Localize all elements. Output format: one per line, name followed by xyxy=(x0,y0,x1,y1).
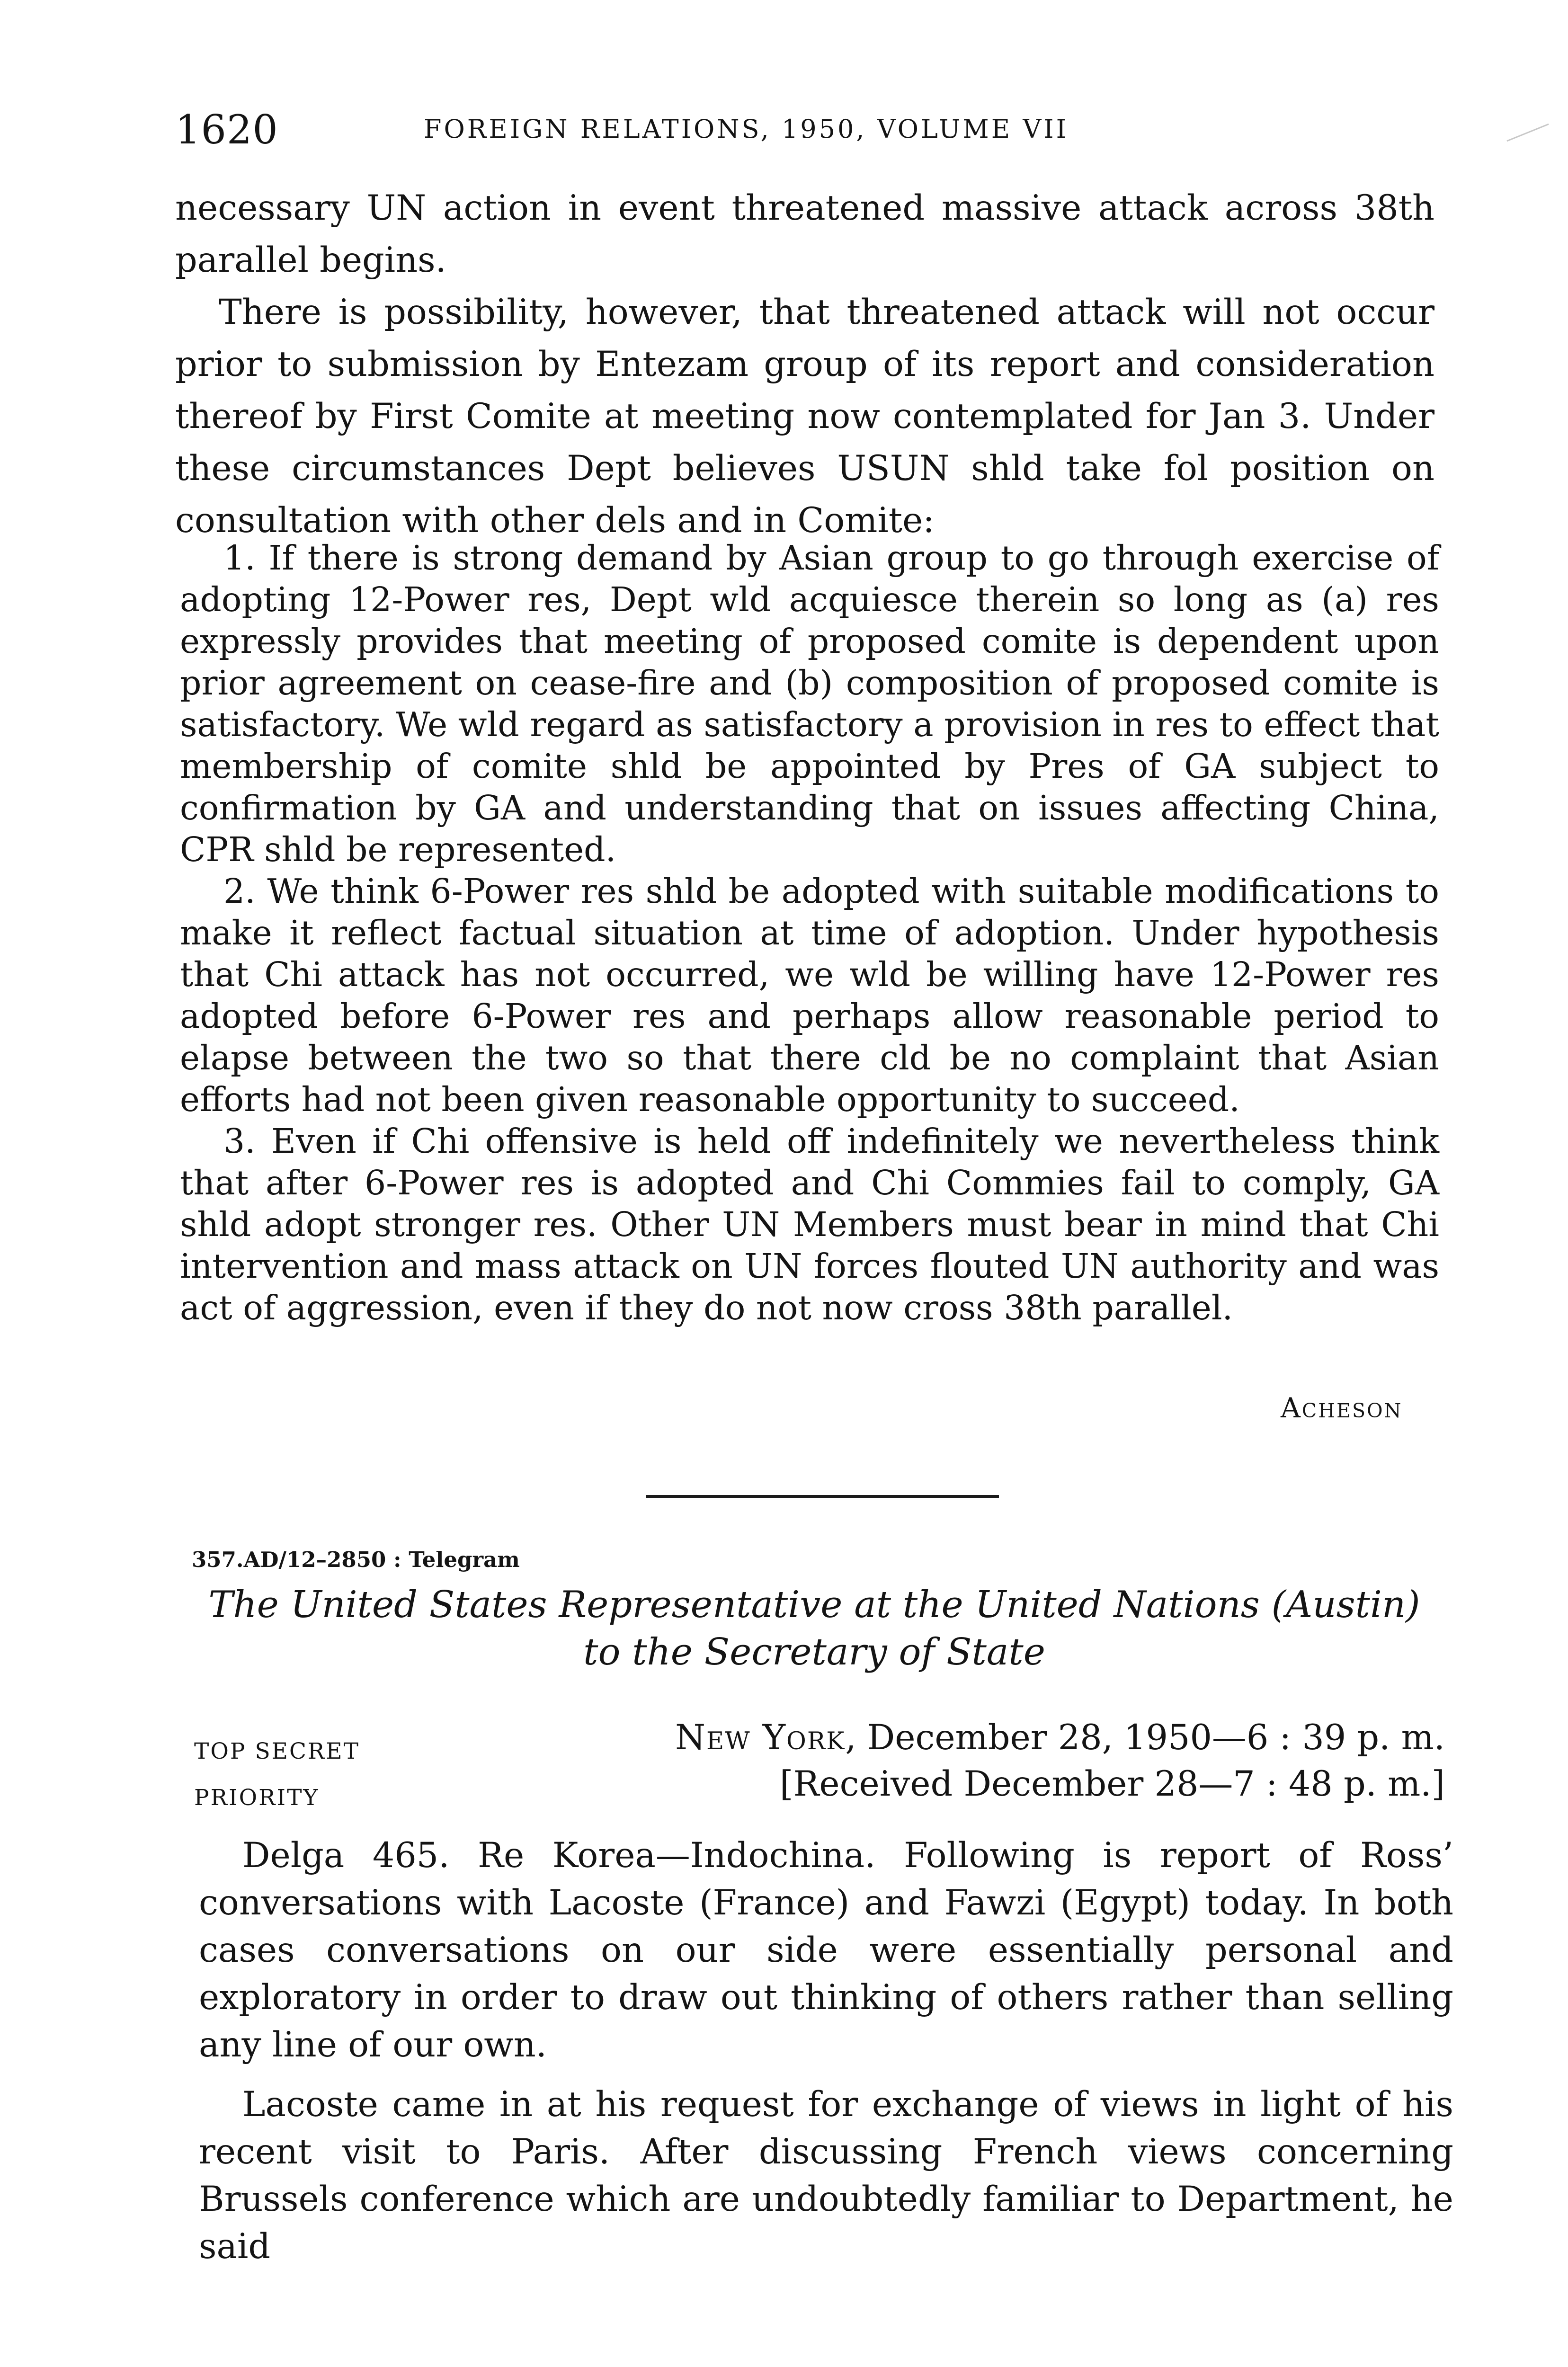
title-line: to the Secretary of State xyxy=(583,1631,1045,1673)
telegram-body xyxy=(199,1832,1453,2270)
list-item: 3. Even if Chi offensive is held off indefinitely we nevertheless think that after 6-Power res is adopted and Chi Commies fail to comply, GA shld adopt stronger res. Other UN Members must bear in mind that Chi intervention and mass attack on UN forces flouted UN authority and was act of aggression, even if they do not now cross 38th parallel. xyxy=(180,1121,1439,1327)
page-header xyxy=(175,107,1434,159)
signature: Acheson xyxy=(1281,1392,1403,1424)
paragraph: Lacoste came in at his request for exchange of views in light of his recent visit to Paris. After discussing French views concerning Brussels conference which are undoubtedly familiar to Department, he said xyxy=(199,2084,1453,2267)
dateline xyxy=(675,1717,1445,1758)
continued-text xyxy=(175,182,1434,547)
date-time: , December 28, 1950—6 : 39 p. m. xyxy=(845,1717,1445,1758)
page-number: 1620 xyxy=(175,107,278,153)
section-divider xyxy=(646,1495,999,1498)
paragraph: Delga 465. Re Korea—Indochina. Following is report of Ross’ conversations with Lacoste (France) and Fawzi (Egypt) today. In both cases conversations on our side were essentially personal and exploratory in order to draw out thinking of others rather than selling any line of our own. xyxy=(199,1835,1453,2065)
running-title: FOREIGN RELATIONS, 1950, VOLUME VII xyxy=(424,114,1069,144)
document-id: 357.AD/12–2850 : Telegram xyxy=(192,1547,520,1572)
list-item: 1. If there is strong demand by Asian group to go through exercise of adopting 12-Power res, Dept wld acquiesce therein so long as (a) res expressly provides that meeting of proposed comite is dependent upon prior agreement on cease-fire and (b) composition of proposed comite is satisfactory. We wld regard as satisfactory a provision in res to effect that membership of comite shld be appointed by Pres of GA subject to confirmation by GA and understanding that on issues affecting China, CPR shld be represented. xyxy=(180,538,1439,869)
received-line: [Received December 28—7 : 48 p. m.] xyxy=(779,1764,1445,1804)
document-title xyxy=(189,1581,1439,1676)
paragraph: There is possibility, however, that threatened attack will not occur prior to submission by Entezam group of its report and consideration thereof by First Comite at meeting now contemplated for Jan 3. Under these circumstances Dept believes USUN shld take fol position on consultation with other dels and in Comite: xyxy=(175,292,1434,541)
classification-label: TOP SECRET xyxy=(194,1738,360,1764)
list-item: 2. We think 6-Power res shld be adopted with suitable modifications to make it reflect factual situation at time of adoption. Under hypothesis that Chi attack has not occurred, we wld be willing have 12-Power res adopted before 6-Power res and perhaps allow reasonable period to elapse between the two so that there cld be no complaint that Asian efforts had not been given reasonable opportunity to succeed. xyxy=(180,872,1439,1119)
paragraph: necessary UN action in event threatened massive attack across 38th parallel begins. xyxy=(175,188,1434,280)
position-list xyxy=(180,537,1439,1329)
priority-label: PRIORITY xyxy=(194,1785,320,1811)
pencil-mark xyxy=(1499,106,1549,142)
location: New York xyxy=(675,1717,846,1758)
title-line: The United States Representative at the United Nations (Austin) xyxy=(208,1584,1420,1626)
